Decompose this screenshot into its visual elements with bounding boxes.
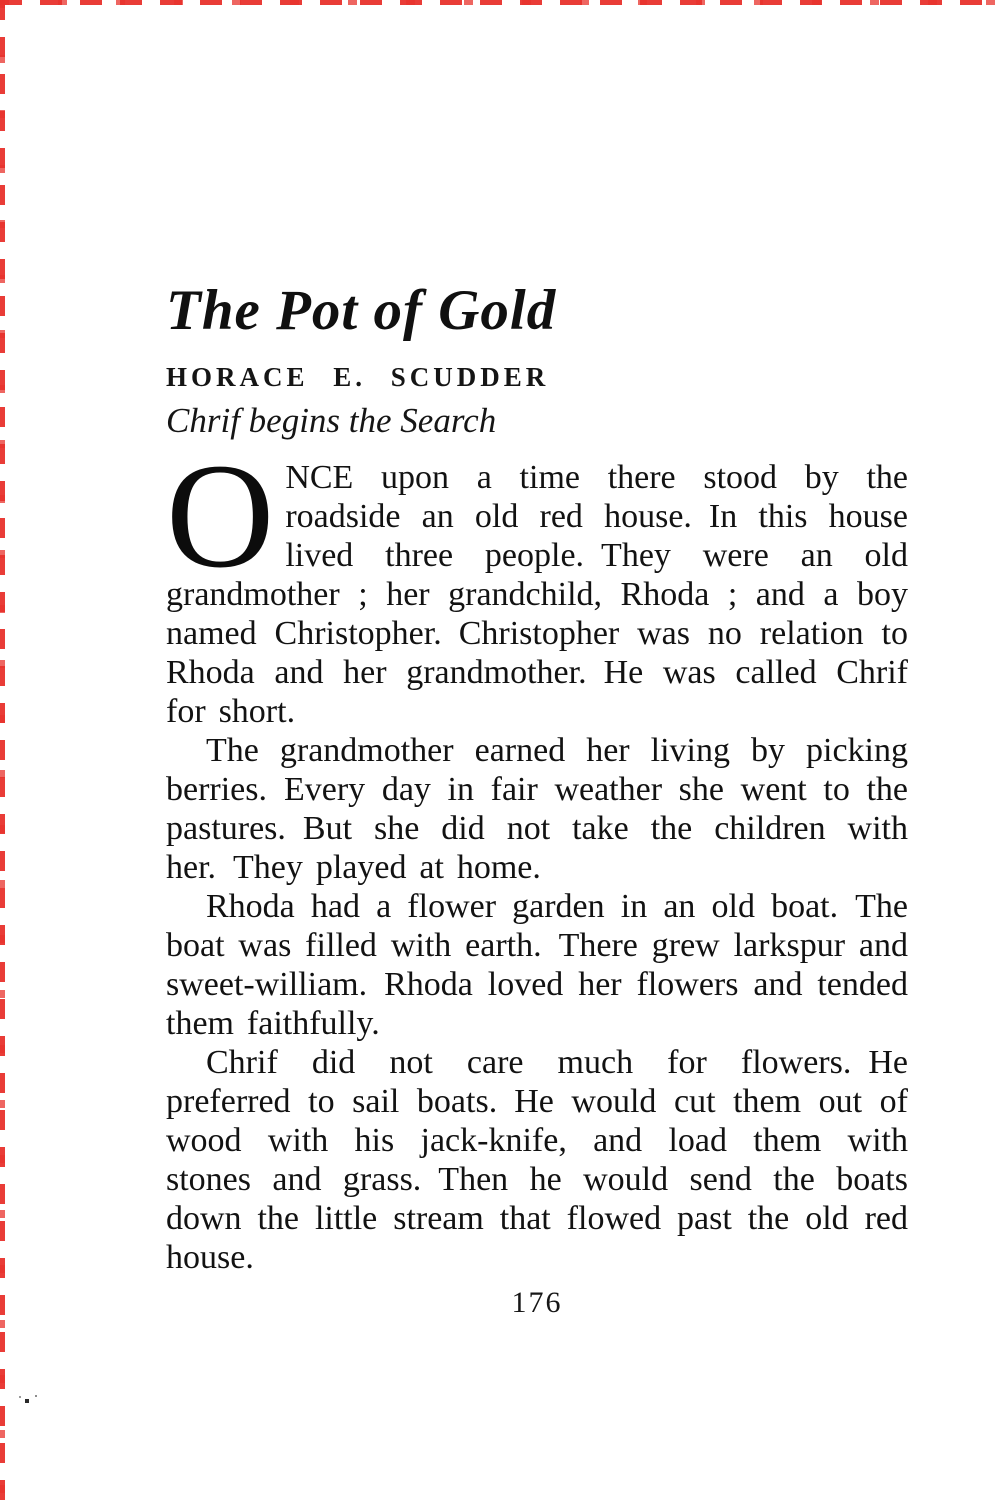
page-number: 176: [511, 1285, 563, 1319]
paragraph-4: Chrif did not care much for flowers. He preferred to sail boats. He would cut them out of wood with his jack-knife, and load them with stones and grass. Then he would send the boats down the little stream that flowed past the old red house.: [166, 1043, 908, 1276]
author-name: HORACE E. SCUDDER: [166, 361, 550, 392]
paragraph-3: Rhoda had a flower garden in an old boat. The boat was filled with earth. There grew larkspur and sweet-william. Rhoda loved her flowers and tended them faithfully.: [166, 887, 908, 1042]
paragraph-2: The grandmother earned her living by picking berries. Every day in fair weather she went to the pastures. But she did not take the children with her. They played at home.: [166, 731, 908, 886]
story-body: [166, 432, 908, 1277]
drop-cap-letter: O: [166, 432, 275, 599]
scan-edge-marks-left: [0, 0, 5, 1507]
story-title: The Pot of Gold: [166, 279, 557, 342]
paragraph-1-text: NCE upon a time there stood by the roadside an old red house. In this house lived three people. They were an old grandmother ; her grandchild, Rhoda ; and a boy named Christopher. Christopher was no relation to Rhoda and her grandmother. He was called Chrif for short.: [166, 458, 908, 730]
section-heading: Chrif begins the Search: [166, 401, 497, 441]
scan-artifact-specks: [19, 1396, 43, 1404]
scan-edge-marks-top: [0, 0, 1000, 5]
page-content: [166, 280, 908, 1320]
paragraph-1: [166, 432, 908, 731]
